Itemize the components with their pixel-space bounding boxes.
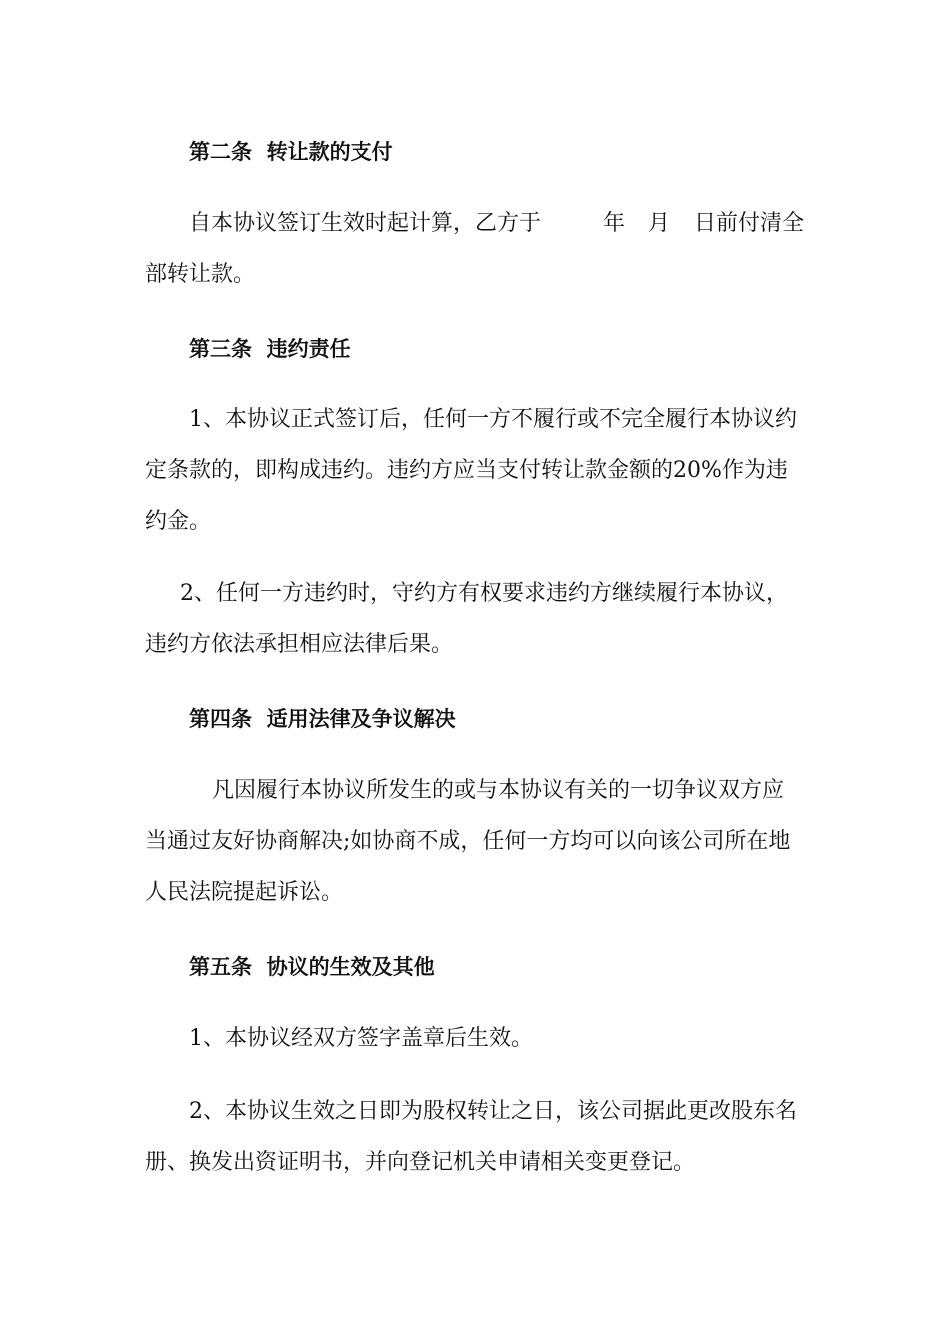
article-3-item-1-line-1: 1、本协议正式签订后，任何一方不履行或不完全履行本协议约 bbox=[189, 407, 797, 432]
article-2-text-line-2: 部转让款。 bbox=[145, 262, 256, 287]
article-3-heading: 第三条 违约责任 bbox=[189, 337, 351, 361]
article-5-item-2-line-2: 册、换发出资证明书，并向登记机关申请相关变更登记。 bbox=[145, 1150, 696, 1175]
article-4-heading: 第四条 适用法律及争议解决 bbox=[189, 707, 456, 731]
article-3-item-2-line-1: 2、任何一方违约时，守约方有权要求违约方继续履行本协议， bbox=[180, 581, 788, 606]
article-2-text-day: 日前付清全 bbox=[694, 211, 805, 236]
article-3-item-2-line-2: 违约方依法承担相应法律后果。 bbox=[145, 632, 454, 657]
article-5-item-2-line-1: 2、本协议生效之日即为股权转让之日，该公司据此更改股东名 bbox=[189, 1099, 797, 1124]
article-2-text-line-1a: 自本协议签订生效时起计算，乙方于 bbox=[189, 211, 542, 236]
article-4-text-line-2: 当通过友好协商解决;如协商不成，任何一方均可以向该公司所在地 bbox=[145, 829, 791, 854]
article-2-heading: 第二条 转让款的支付 bbox=[189, 140, 393, 164]
article-2-text-month: 月 bbox=[648, 211, 671, 236]
article-3-item-1-line-2: 定条款的，即构成违约。违约方应当支付转让款金额的20%作为违 bbox=[145, 458, 788, 483]
article-3-item-1-line-3: 约金。 bbox=[145, 509, 212, 534]
article-4-text-line-3: 人民法院提起诉讼。 bbox=[145, 880, 344, 905]
article-5-item-1: 1、本协议经双方签字盖章后生效。 bbox=[189, 1026, 533, 1051]
article-4-text-line-1: 凡因履行本协议所发生的或与本协议有关的一切争议双方应 bbox=[212, 778, 785, 803]
article-5-heading: 第五条 协议的生效及其他 bbox=[189, 955, 435, 979]
article-2-text-year: 年 bbox=[603, 211, 626, 236]
